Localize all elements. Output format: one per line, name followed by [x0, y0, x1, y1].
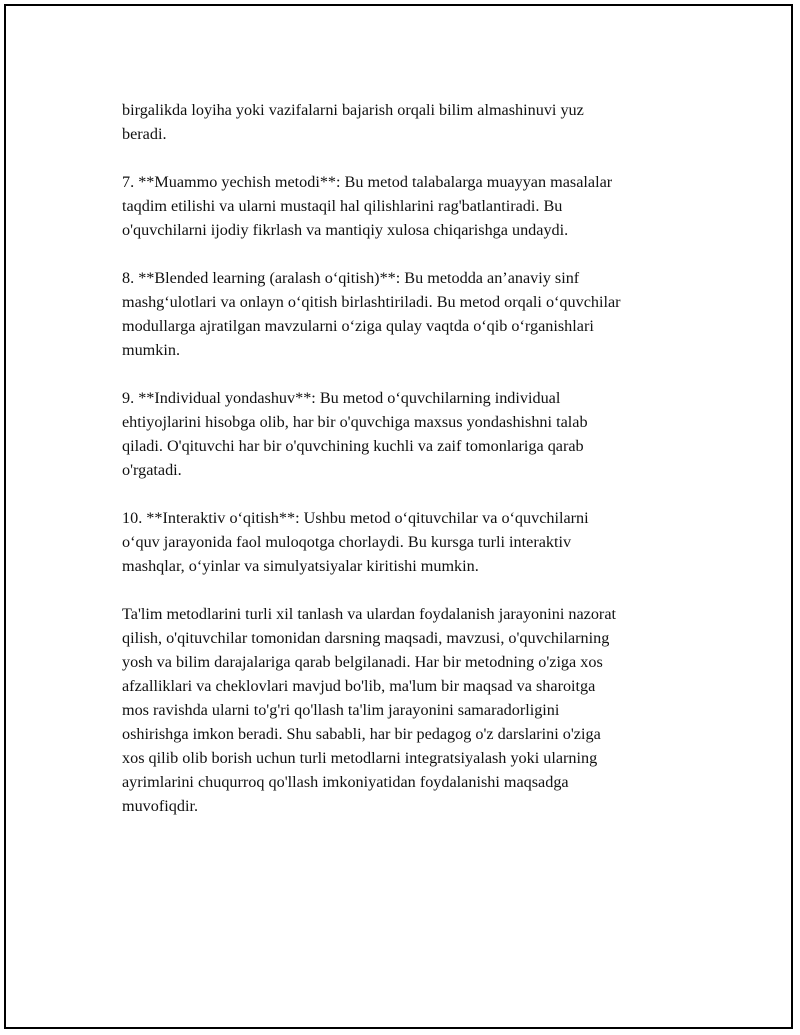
- document-body: [122, 98, 702, 842]
- text-line: o‘quv jarayonida faol muloqotga chorlaydi. Bu kursga turli interaktiv: [122, 533, 572, 551]
- text-line: mashg‘ulotlari va onlayn o‘qitish birlashtiriladi. Bu metod orqali o‘quvchilar: [122, 293, 621, 311]
- text-line: mashqlar, o‘yinlar va simulyatsiyalar kiritishi mumkin.: [122, 557, 479, 575]
- page-frame: [4, 4, 793, 1029]
- text-line: muvofiqdir.: [122, 797, 198, 815]
- text-line: Ta'lim metodlarini turli xil tanlash va ulardan foydalanish jarayonini nazorat: [122, 605, 617, 623]
- text-line: afzalliklari va cheklovlari mavjud bo'lib, ma'lum bir maqsad va sharoitga: [122, 677, 596, 695]
- text-line: mumkin.: [122, 341, 181, 359]
- text-line: o'rgatadi.: [122, 461, 182, 479]
- text-line: taqdim etilishi va ularni mustaqil hal qilishlarini rag'batlantiradi. Bu: [122, 197, 563, 215]
- text-line: birgalikda loyiha yoki vazifalarni bajarish orqali bilim almashinuvi yuz: [122, 101, 584, 119]
- text-line: beradi.: [122, 125, 167, 143]
- text-line: oshirishga imkon beradi. Shu sababli, har bir pedagog o'z darslarini o'ziga: [122, 725, 601, 743]
- paragraph-conclusion: [122, 602, 702, 818]
- text-line: yosh va bilim darajalariga qarab belgilanadi. Har bir metodning o'ziga xos: [122, 653, 603, 671]
- text-line: ehtiyojlarini hisobga olib, har bir o'quvchiga maxsus yondashishni talab: [122, 413, 588, 431]
- paragraph-item-10: [122, 506, 702, 578]
- text-line: xos qilib olib borish uchun turli metodlarni integratsiyalash yoki ularning: [122, 749, 598, 767]
- text-line: 9. **Individual yondashuv**: Bu metod o‘quvchilarning individual: [122, 389, 561, 407]
- text-line: qilish, o'qituvchilar tomonidan darsning maqsadi, mavzusi, o'quvchilarning: [122, 629, 610, 647]
- text-line: mos ravishda ularni to'g'ri qo'llash ta'lim jarayonini samaradorligini: [122, 701, 560, 719]
- text-line: modullarga ajratilgan mavzularni o‘ziga qulay vaqtda o‘qib o‘rganishlari: [122, 317, 594, 335]
- text-line: qiladi. O'qituvchi har bir o'quvchining kuchli va zaif tomonlariga qarab: [122, 437, 584, 455]
- paragraph-item-7: [122, 170, 702, 242]
- text-line: 10. **Interaktiv o‘qitish**: Ushbu metod o‘qituvchilar va o‘quvchilarni: [122, 509, 589, 527]
- paragraph-item-8: [122, 266, 702, 362]
- text-line: ayrimlarini chuqurroq qo'llash imkoniyatidan foydalanishi maqsadga: [122, 773, 569, 791]
- paragraph-item-9: [122, 386, 702, 482]
- text-line: o'quvchilarni ijodiy fikrlash va mantiqiy xulosa chiqarishga undaydi.: [122, 221, 569, 239]
- paragraph-continuation: [122, 98, 702, 146]
- text-line: 8. **Blended learning (aralash o‘qitish)**: Bu metodda an’anaviy sinf: [122, 269, 580, 287]
- text-line: 7. **Muammo yechish metodi**: Bu metod talabalarga muayyan masalalar: [122, 173, 613, 191]
